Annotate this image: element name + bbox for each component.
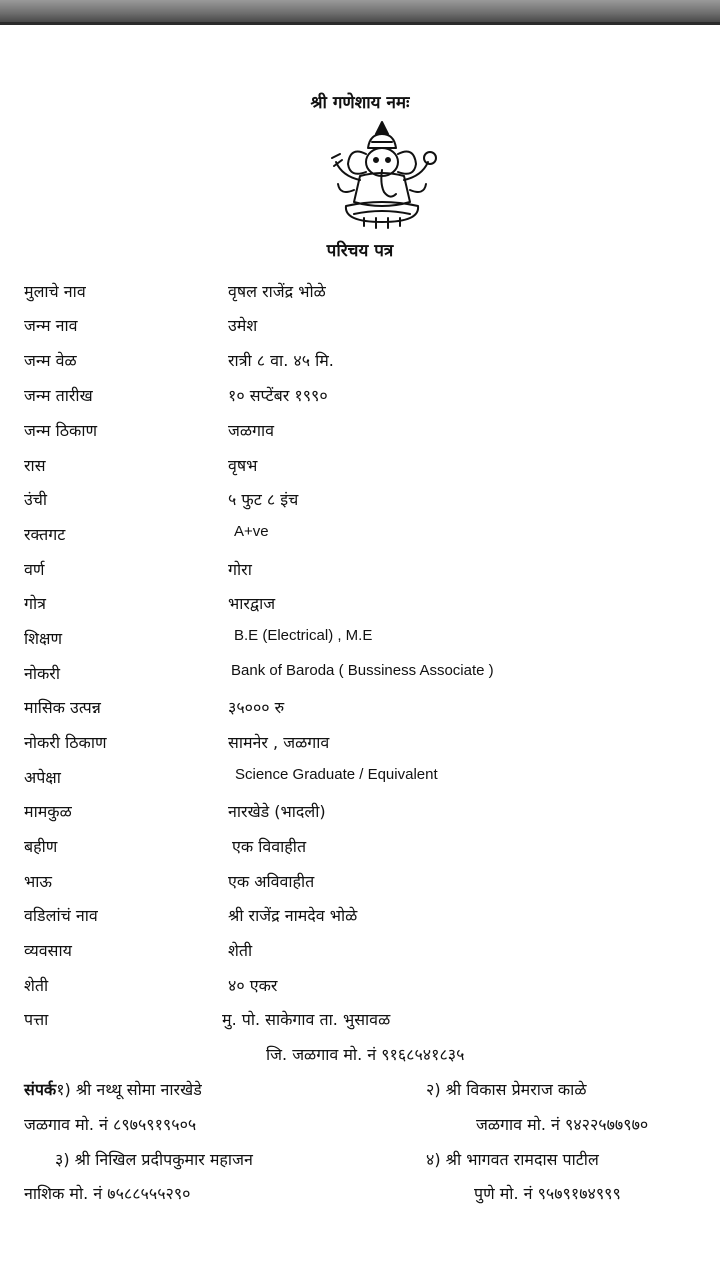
detail-value: एक अविवाहीत xyxy=(228,872,315,891)
detail-value: १० सप्टेंबर १९९० xyxy=(228,386,328,405)
detail-value: वृषल राजेंद्र भोळे xyxy=(228,282,326,301)
contact-2-phone: जळगाव मो. नं ९४२२५७७९७० xyxy=(476,1115,649,1134)
detail-row xyxy=(0,627,720,657)
detail-label: जन्म तारीख xyxy=(24,386,93,405)
detail-label: गोत्र xyxy=(24,594,46,613)
detail-label: जन्म वेळ xyxy=(24,351,77,370)
detail-row xyxy=(0,558,720,588)
detail-row xyxy=(0,904,720,934)
detail-label: जन्म नाव xyxy=(24,316,78,335)
detail-row xyxy=(0,454,720,484)
detail-row xyxy=(0,280,720,310)
detail-label: रक्तगट xyxy=(24,525,66,544)
detail-value: ४० एकर xyxy=(228,976,278,995)
top-border xyxy=(0,0,720,22)
detail-value: रात्री ८ वा. ४५ मि. xyxy=(228,351,334,370)
contact-1-name xyxy=(24,1078,202,1100)
detail-label: मामकुळ xyxy=(24,802,72,821)
detail-label: नोकरी xyxy=(24,664,61,683)
detail-label: भाऊ xyxy=(24,872,52,891)
detail-label: अपेक्षा xyxy=(24,768,61,787)
contact-1-phone: जळगाव मो. नं ८९७५९१९५०५ xyxy=(24,1115,197,1134)
detail-value: वृषभ xyxy=(228,456,258,475)
detail-value: Science Graduate / Equivalent xyxy=(235,766,438,783)
detail-value: एक विवाहीत xyxy=(232,837,307,856)
contact-4-name: ४) श्री भागवत रामदास पाटील xyxy=(426,1150,599,1169)
detail-label: रास xyxy=(24,456,46,475)
detail-label: वडिलांचं नाव xyxy=(24,906,98,925)
detail-value: भारद्वाज xyxy=(228,594,276,613)
contact-3-name: ३) श्री निखिल प्रदीपकुमार महाजन xyxy=(55,1150,253,1169)
contacts-heading: संपर्क xyxy=(24,1080,57,1099)
detail-row xyxy=(0,974,720,1004)
detail-row xyxy=(0,731,720,761)
contact-2-name: २) श्री विकास प्रेमराज काळे xyxy=(426,1080,587,1099)
detail-label: मासिक उत्पन्न xyxy=(24,698,101,717)
detail-row xyxy=(0,488,720,518)
detail-label: वर्ण xyxy=(24,560,45,579)
detail-row xyxy=(0,384,720,414)
detail-value: B.E (Electrical) , M.E xyxy=(234,627,373,644)
detail-row xyxy=(0,870,720,900)
detail-value: जळगाव xyxy=(228,421,275,440)
contact-3-phone: नाशिक मो. नं ७५८८५५५२९० xyxy=(24,1184,191,1203)
detail-row xyxy=(0,592,720,622)
detail-value: श्री राजेंद्र नामदेव भोळे xyxy=(228,906,358,925)
detail-row xyxy=(0,800,720,830)
address-line-2: जि. जळगाव मो. नं ९१६८५४१८३५ xyxy=(266,1045,465,1064)
detail-value: सामनेर , जळगाव xyxy=(228,733,330,752)
detail-value: मु. पो. साकेगाव ता. भुसावळ xyxy=(222,1010,391,1029)
detail-label: बहीण xyxy=(24,837,58,856)
detail-value: ३५००० रु xyxy=(228,698,285,717)
detail-label: व्यवसाय xyxy=(24,941,72,960)
detail-row xyxy=(0,349,720,379)
ganesha-illustration-icon xyxy=(324,118,440,230)
contact-1-name-text: १) श्री नथ्थू सोमा नारखेडे xyxy=(56,1080,202,1099)
detail-label: पत्ता xyxy=(24,1010,49,1029)
detail-row xyxy=(0,419,720,449)
detail-row xyxy=(0,766,720,796)
detail-label: नोकरी ठिकाण xyxy=(24,733,107,752)
detail-value: शेती xyxy=(228,941,253,960)
detail-row xyxy=(0,835,720,865)
detail-value: गोरा xyxy=(228,560,252,579)
top-border-edge xyxy=(0,22,720,25)
contact-4-phone: पुणे मो. नं ९५७९१७४९९९ xyxy=(474,1184,621,1203)
detail-row xyxy=(0,1008,720,1038)
detail-row xyxy=(0,662,720,692)
detail-row xyxy=(0,696,720,726)
detail-label: शेती xyxy=(24,976,49,995)
detail-value: ५ फुट ८ इंच xyxy=(228,490,299,509)
detail-row xyxy=(0,523,720,553)
detail-row xyxy=(0,314,720,344)
detail-label: उंची xyxy=(24,490,48,509)
detail-label: मुलाचे नाव xyxy=(24,282,86,301)
detail-label: शिक्षण xyxy=(24,629,63,648)
detail-value: नारखेडे (भादली) xyxy=(228,802,326,821)
invocation-text: श्री गणेशाय नमः xyxy=(310,93,410,113)
detail-value: A+ve xyxy=(234,523,269,540)
document-title: परिचय पत्र xyxy=(326,241,394,261)
detail-row xyxy=(0,939,720,969)
detail-label: जन्म ठिकाण xyxy=(24,421,98,440)
detail-value: उमेश xyxy=(228,316,258,335)
detail-value: Bank of Baroda ( Bussiness Associate ) xyxy=(231,662,494,679)
